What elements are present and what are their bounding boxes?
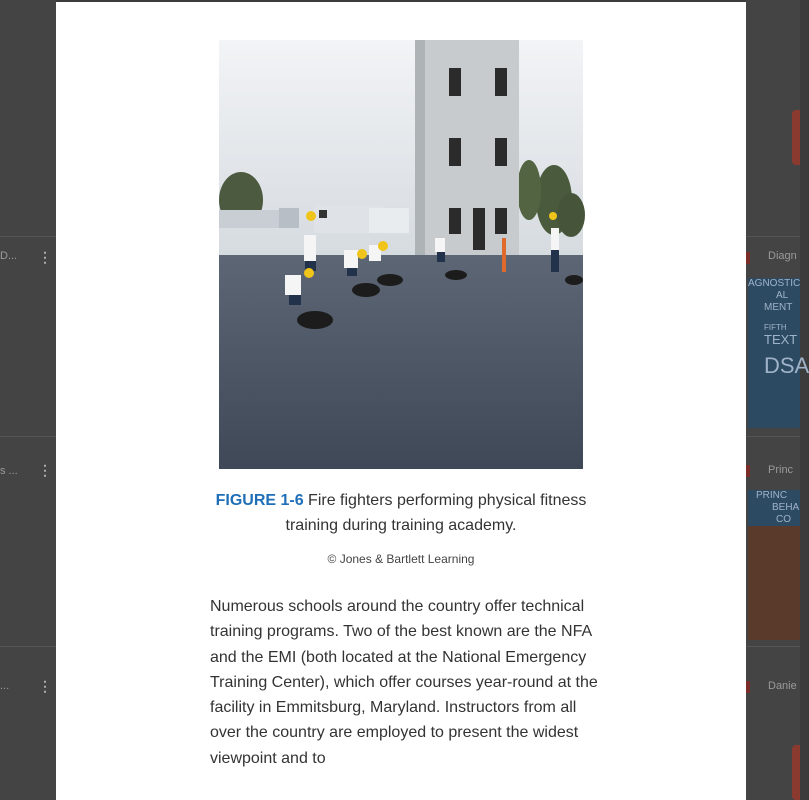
more-options-icon[interactable]: ⋮ bbox=[38, 462, 52, 478]
cover-text: AL bbox=[776, 290, 789, 301]
more-options-icon[interactable]: ⋮ bbox=[38, 249, 52, 265]
figure-caption-text: Fire fighters performing physical fitness training during training academy. bbox=[285, 492, 587, 534]
background-book-title[interactable]: Princ bbox=[768, 464, 794, 476]
cover-text: AGNOSTIC bbox=[748, 278, 801, 289]
firefighter-training-image bbox=[219, 40, 583, 469]
figure-photo bbox=[219, 40, 583, 469]
cover-text: PRINC bbox=[748, 490, 800, 502]
divider bbox=[0, 436, 56, 437]
cover-text: DSA bbox=[764, 353, 809, 378]
background-book-cover[interactable] bbox=[748, 278, 809, 428]
divider bbox=[746, 236, 800, 237]
cover-text: MENT bbox=[764, 302, 793, 313]
divider bbox=[746, 646, 800, 647]
body-paragraph: Numerous schools around the country offer technical training programs. Two of the best known are the NFA and the EMI (both located at the National Emergency Training Center), which offer courses year-round at the facility in Emmitsburg, Maryland. Instructors from all over the country are employed to present the widest viewpoint and to bbox=[210, 598, 598, 767]
cover-text: FIFTH bbox=[764, 323, 787, 332]
background-book-title[interactable]: Danie bbox=[768, 680, 797, 692]
background-row-snippet: s ... bbox=[0, 465, 18, 477]
book-page-modal[interactable] bbox=[56, 2, 746, 800]
background-book-title[interactable]: Diagn bbox=[768, 250, 797, 262]
background-row-snippet: D... bbox=[0, 250, 18, 262]
more-options-icon[interactable]: ⋮ bbox=[38, 678, 52, 694]
background-tag bbox=[792, 745, 800, 800]
background-row-snippet: ... bbox=[0, 680, 10, 692]
cover-text: BEHA bbox=[748, 502, 800, 514]
cover-text: TEXT bbox=[764, 332, 798, 347]
divider bbox=[0, 646, 56, 647]
figure-label[interactable]: FIGURE 1-6 bbox=[215, 492, 304, 509]
background-book-cover[interactable] bbox=[748, 490, 800, 640]
figure-credit: © Jones & Bartlett Learning bbox=[327, 552, 475, 566]
divider bbox=[746, 436, 800, 437]
figure-caption bbox=[201, 488, 601, 538]
divider bbox=[0, 236, 56, 237]
background-tag bbox=[792, 110, 800, 165]
cover-text: CO bbox=[748, 514, 800, 526]
